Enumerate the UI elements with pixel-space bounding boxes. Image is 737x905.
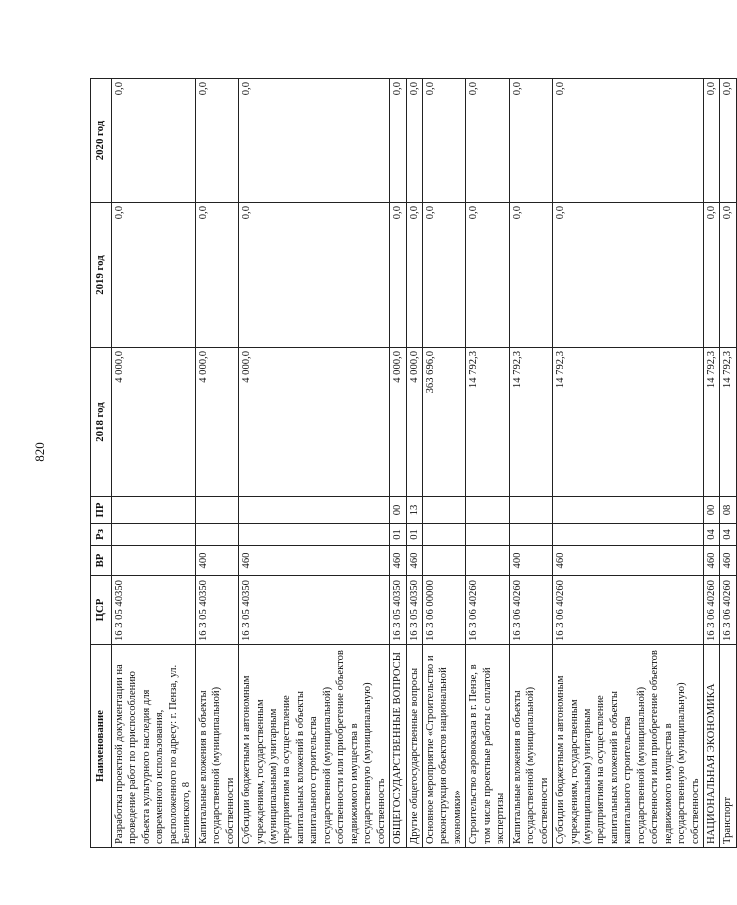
cell-vr: 460: [704, 546, 720, 576]
header-name: Наименование: [91, 645, 112, 848]
budget-table: [90, 78, 737, 848]
cell-csr: 16 3 06 40260: [720, 576, 736, 645]
cell-rz: 01: [390, 524, 406, 546]
cell-pr: 08: [720, 497, 736, 524]
cell-vr: 400: [509, 546, 552, 576]
cell-2020: 0,0: [406, 79, 422, 203]
cell-csr: 16 3 05 40350: [112, 576, 196, 645]
cell-rz: [466, 524, 509, 546]
cell-rz: 04: [704, 524, 720, 546]
cell-vr: 460: [406, 546, 422, 576]
cell-2018: 4 000,0: [112, 348, 196, 497]
cell-csr: 16 3 05 40350: [239, 576, 390, 645]
cell-pr: [466, 497, 509, 524]
cell-2019: 0,0: [406, 203, 422, 348]
cell-2018: 14 792,3: [553, 348, 704, 497]
table-row: [720, 79, 736, 848]
cell-rz: [553, 524, 704, 546]
cell-2020: 0,0: [422, 79, 465, 203]
cell-csr: 16 3 05 40350: [195, 576, 238, 645]
cell-csr: 16 3 06 40260: [704, 576, 720, 645]
cell-vr: [112, 546, 196, 576]
cell-2018: 4 000,0: [239, 348, 390, 497]
cell-2019: 0,0: [553, 203, 704, 348]
cell-2018: 363 696,0: [422, 348, 465, 497]
cell-csr: 16 3 06 40260: [466, 576, 509, 645]
cell-name: Капитальные вложения в объекты государственной (муниципальной) собственности: [509, 645, 552, 848]
cell-rz: [195, 524, 238, 546]
cell-2018: 14 792,3: [509, 348, 552, 497]
cell-2019: 0,0: [509, 203, 552, 348]
cell-rz: [509, 524, 552, 546]
cell-name: НАЦИОНАЛЬНАЯ ЭКОНОМИКА: [704, 645, 720, 848]
cell-2020: 0,0: [239, 79, 390, 203]
cell-csr: 16 3 06 40260: [509, 576, 552, 645]
cell-vr: 400: [195, 546, 238, 576]
table-row: [239, 79, 390, 848]
cell-name: Другие общегосударственные вопросы: [406, 645, 422, 848]
header-2020: 2020 год: [91, 79, 112, 203]
table-row: [406, 79, 422, 848]
cell-pr: [422, 497, 465, 524]
table-row: [704, 79, 720, 848]
cell-2018: 14 792,3: [720, 348, 736, 497]
cell-vr: [422, 546, 465, 576]
table-row: [112, 79, 196, 848]
cell-2018: 14 792,3: [704, 348, 720, 497]
budget-table-rotated: [90, 79, 734, 848]
cell-pr: 00: [390, 497, 406, 524]
cell-2019: 0,0: [195, 203, 238, 348]
cell-vr: [466, 546, 509, 576]
cell-2020: 0,0: [112, 79, 196, 203]
table-row: [422, 79, 465, 848]
cell-name: Субсидии бюджетным и автономным учреждениям, государственным (муниципальным) унитарным предприятиям на осуществление капитальных вложений в объекты капитального строительства государственной (муниципальной) собственности или приобретение объектов недвижимого имущества в государственную (муниципальную) собственность: [239, 645, 390, 848]
cell-name: Разработка проектной документации на проведение работ по приспособлению объекта культурного наследия для современного использования, расположенного по адресу: г. Пенза, ул. Белинского, 8: [112, 645, 196, 848]
cell-2018: 14 792,3: [466, 348, 509, 497]
cell-rz: [422, 524, 465, 546]
table-row: [466, 79, 509, 848]
cell-name: Субсидии бюджетным и автономным учреждениям, государственным (муниципальным) унитарным предприятиям на осуществление капитальных вложений в объекты капитального строительства государственной (муниципальной) собственности или приобретение объектов недвижимого имущества в государственную (муниципальную) собственность: [553, 645, 704, 848]
cell-pr: [509, 497, 552, 524]
cell-vr: 460: [553, 546, 704, 576]
cell-2020: 0,0: [466, 79, 509, 203]
cell-2019: 0,0: [704, 203, 720, 348]
table-row: [509, 79, 552, 848]
cell-2019: 0,0: [466, 203, 509, 348]
header-vr: ВР: [91, 546, 112, 576]
cell-2019: 0,0: [720, 203, 736, 348]
cell-rz: 04: [720, 524, 736, 546]
cell-2019: 0,0: [112, 203, 196, 348]
cell-csr: 16 3 06 40260: [553, 576, 704, 645]
cell-rz: [239, 524, 390, 546]
cell-pr: [112, 497, 196, 524]
cell-rz: 01: [406, 524, 422, 546]
cell-vr: 460: [239, 546, 390, 576]
header-csr: ЦСР: [91, 576, 112, 645]
table-row: [390, 79, 406, 848]
cell-pr: [195, 497, 238, 524]
cell-vr: 460: [720, 546, 736, 576]
table-row: [195, 79, 238, 848]
cell-2020: 0,0: [390, 79, 406, 203]
cell-vr: 460: [390, 546, 406, 576]
cell-csr: 16 3 06 00000: [422, 576, 465, 645]
cell-2020: 0,0: [720, 79, 736, 203]
header-2019: 2019 год: [91, 203, 112, 348]
cell-2018: 4 000,0: [390, 348, 406, 497]
cell-2019: 0,0: [390, 203, 406, 348]
cell-rz: [112, 524, 196, 546]
cell-pr: 00: [704, 497, 720, 524]
cell-2020: 0,0: [553, 79, 704, 203]
cell-2020: 0,0: [195, 79, 238, 203]
cell-2020: 0,0: [704, 79, 720, 203]
cell-name: Транспорт: [720, 645, 736, 848]
cell-name: Основное мероприятие «Строительство и реконструкция объектов национальной экономики»: [422, 645, 465, 848]
header-2018: 2018 год: [91, 348, 112, 497]
table-header-row: [91, 79, 112, 848]
cell-name: Капитальные вложения в объекты государственной (муниципальной) собственности: [195, 645, 238, 848]
cell-csr: 16 3 05 40350: [406, 576, 422, 645]
cell-2019: 0,0: [422, 203, 465, 348]
header-pr: ПР: [91, 497, 112, 524]
page-number: 820: [32, 442, 47, 462]
header-rz: Рз: [91, 524, 112, 546]
cell-pr: [553, 497, 704, 524]
cell-2019: 0,0: [239, 203, 390, 348]
cell-pr: 13: [406, 497, 422, 524]
cell-name: Строительство аэровокзала в г. Пензе, в том числе проектные работы с оплатой экспертизы: [466, 645, 509, 848]
cell-2020: 0,0: [509, 79, 552, 203]
table-row: [553, 79, 704, 848]
cell-2018: 4 000,0: [195, 348, 238, 497]
cell-2018: 4 000,0: [406, 348, 422, 497]
cell-pr: [239, 497, 390, 524]
cell-name: ОБЩЕГОСУДАРСТВЕННЫЕ ВОПРОСЫ: [390, 645, 406, 848]
cell-csr: 16 3 05 40350: [390, 576, 406, 645]
